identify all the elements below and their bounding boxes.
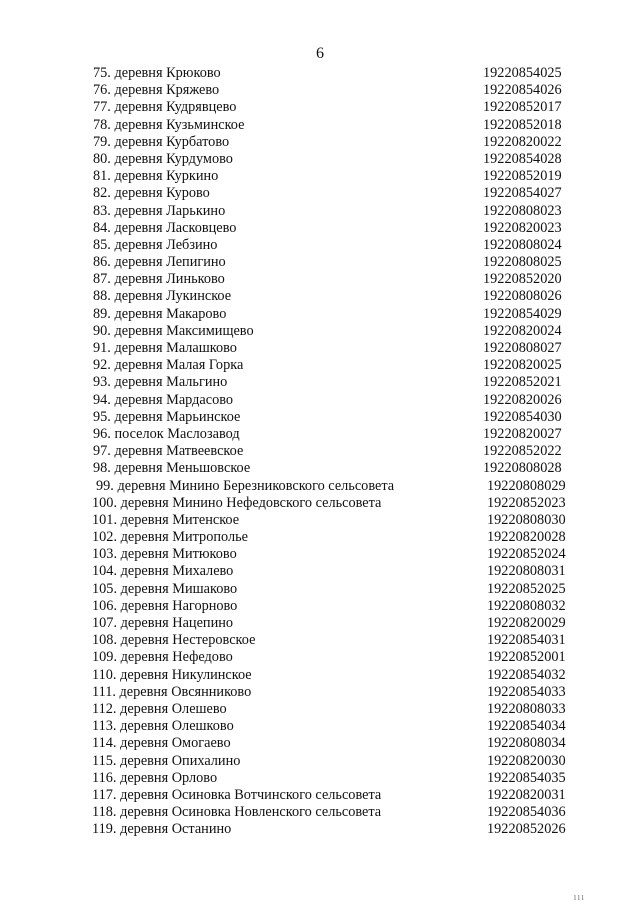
list-item	[0, 237, 640, 254]
list-item	[0, 563, 640, 580]
list-item	[0, 323, 640, 340]
oktmo-code: 19220854031	[487, 632, 566, 649]
list-item	[0, 409, 640, 426]
settlement-name: 77. деревня Кудрявцево	[93, 99, 237, 116]
settlement-list	[0, 65, 640, 838]
oktmo-code: 19220820030	[487, 752, 566, 769]
page-number: 6	[316, 45, 324, 62]
list-item	[0, 581, 640, 598]
list-item	[0, 117, 640, 134]
oktmo-code: 19220820029	[487, 615, 566, 631]
oktmo-code: 19220820025	[483, 357, 562, 374]
list-item	[0, 220, 640, 237]
oktmo-code: 19220852018	[483, 116, 562, 133]
list-item	[0, 443, 640, 460]
settlement-name: 93. деревня Мальгино	[93, 374, 228, 391]
list-item	[0, 168, 640, 185]
settlement-name: 103. деревня Митюково	[92, 546, 237, 563]
list-item	[0, 185, 640, 202]
settlement-name: 111. деревня Овсянниково	[92, 683, 252, 700]
settlement-name: 85. деревня Лебзино	[93, 236, 218, 253]
list-item	[0, 99, 640, 116]
oktmo-code: 19220808033	[487, 700, 566, 717]
list-item	[0, 495, 640, 512]
list-item	[0, 271, 640, 288]
settlement-name: 101. деревня Митенское	[92, 511, 240, 528]
oktmo-code: 19220854032	[487, 666, 566, 683]
settlement-name: 102. деревня Митрополье	[92, 529, 248, 546]
oktmo-code: 19220808034	[487, 735, 566, 752]
settlement-name: 79. деревня Курбатово	[93, 133, 230, 150]
settlement-name: 95. деревня Марьинское	[93, 408, 241, 425]
list-item	[0, 374, 640, 391]
settlement-name: 76. деревня Кряжево	[93, 82, 220, 99]
oktmo-code: 19220852017	[483, 99, 562, 116]
list-item	[0, 426, 640, 443]
list-item	[0, 718, 640, 735]
settlement-name: 97. деревня Матвеевское	[93, 443, 244, 460]
settlement-name: 87. деревня Линьково	[93, 271, 225, 288]
oktmo-code: 19220852026	[487, 821, 566, 838]
list-item	[0, 340, 640, 357]
settlement-name: 94. деревня Мардасово	[93, 391, 234, 408]
list-item	[0, 357, 640, 374]
list-item	[0, 649, 640, 666]
oktmo-code: 19220854027	[483, 185, 562, 202]
settlement-name: 81. деревня Куркино	[93, 168, 219, 185]
settlement-name: 90. деревня Максимищево	[93, 322, 254, 339]
list-item	[0, 598, 640, 615]
list-item	[0, 151, 640, 168]
oktmo-code: 19220852001	[487, 649, 566, 666]
settlement-name: 106. деревня Нагорново	[92, 597, 238, 614]
oktmo-code: 19220808031	[487, 563, 566, 580]
oktmo-code: 19220808023	[483, 202, 562, 219]
oktmo-code: 19220852019	[483, 168, 562, 185]
settlement-name: 110. деревня Никулинское	[92, 666, 252, 683]
oktmo-code: 19220854025	[483, 65, 562, 81]
settlement-name: 92. деревня Малая Горка	[93, 357, 244, 374]
settlement-name: 75. деревня Крюково	[93, 65, 221, 81]
oktmo-code: 19220808024	[483, 236, 562, 253]
list-item	[0, 701, 640, 718]
settlement-name: 104. деревня Михалево	[92, 563, 234, 580]
list-item	[0, 134, 640, 151]
list-item	[0, 684, 640, 701]
list-item	[0, 478, 640, 495]
settlement-name: 117. деревня Осиновка Вотчинского сельсовета	[92, 786, 382, 803]
oktmo-code: 19220820023	[483, 219, 562, 236]
list-item	[0, 821, 640, 838]
oktmo-code: 19220808029	[487, 477, 566, 494]
oktmo-code: 19220854026	[483, 82, 562, 99]
list-item	[0, 753, 640, 770]
list-item	[0, 615, 640, 632]
list-item	[0, 460, 640, 477]
settlement-name: 83. деревня Ларькино	[93, 202, 226, 219]
list-item	[0, 770, 640, 787]
settlement-name: 98. деревня Меньшовское	[93, 460, 251, 477]
oktmo-code: 19220852020	[483, 271, 562, 288]
list-item	[0, 254, 640, 271]
oktmo-code: 19220808026	[483, 288, 562, 305]
oktmo-code: 19220808030	[487, 511, 566, 528]
list-item	[0, 546, 640, 563]
settlement-name: 84. деревня Ласковцево	[93, 219, 237, 236]
list-item	[0, 804, 640, 821]
settlement-name: 119. деревня Останино	[92, 821, 232, 838]
oktmo-code: 19220820024	[483, 322, 562, 339]
list-item	[0, 512, 640, 529]
list-item	[0, 82, 640, 99]
oktmo-code: 19220852022	[483, 443, 562, 460]
settlement-name: 88. деревня Лукинское	[93, 288, 232, 305]
settlement-name: 115. деревня Опихалино	[92, 752, 241, 769]
settlement-name: 113. деревня Олешково	[92, 718, 234, 735]
list-item	[0, 288, 640, 305]
oktmo-code: 19220854034	[487, 718, 566, 735]
oktmo-code: 19220820031	[487, 786, 566, 803]
settlement-name: 89. деревня Макарово	[93, 305, 227, 322]
oktmo-code: 19220854033	[487, 683, 566, 700]
settlement-name: 99. деревня Минино Березниковского сельсовета	[96, 477, 395, 494]
oktmo-code: 19220820022	[483, 133, 562, 150]
oktmo-code: 19220854035	[487, 769, 566, 786]
settlement-name: 105. деревня Мишаково	[92, 580, 238, 597]
settlement-name: 109. деревня Нефедово	[92, 649, 233, 666]
settlement-name: 96. поселок Маслозавод	[93, 425, 240, 442]
oktmo-code: 19220820028	[487, 529, 566, 546]
settlement-name: 78. деревня Кузьминское	[93, 116, 245, 133]
settlement-name: 118. деревня Осиновка Новленского сельсовета	[92, 804, 382, 821]
oktmo-code: 19220854028	[483, 150, 562, 167]
footer-mark: ııı	[573, 892, 585, 903]
list-item	[0, 203, 640, 220]
oktmo-code: 19220808028	[483, 460, 562, 477]
oktmo-code: 19220820027	[483, 425, 562, 442]
oktmo-code: 19220852021	[483, 374, 562, 391]
settlement-name: 107. деревня Нацепино	[92, 615, 234, 631]
settlement-name: 112. деревня Олешево	[92, 700, 227, 717]
settlement-name: 86. деревня Лепигино	[93, 254, 226, 271]
list-item	[0, 735, 640, 752]
list-item	[0, 787, 640, 804]
oktmo-code: 19220808032	[487, 597, 566, 614]
list-item	[0, 632, 640, 649]
settlement-name: 91. деревня Малашково	[93, 340, 237, 356]
settlement-name: 100. деревня Минино Нефедовского сельсовета	[92, 494, 382, 511]
settlement-name: 80. деревня Курдумово	[93, 150, 233, 167]
oktmo-code: 19220808025	[483, 254, 562, 271]
oktmo-code: 19220808027	[483, 340, 562, 356]
list-item	[0, 667, 640, 684]
list-item	[0, 392, 640, 409]
oktmo-code: 19220852025	[487, 580, 566, 597]
oktmo-code: 19220852023	[487, 494, 566, 511]
settlement-name: 82. деревня Курово	[93, 185, 210, 202]
oktmo-code: 19220854030	[483, 408, 562, 425]
settlement-name: 108. деревня Нестеровское	[92, 632, 256, 649]
oktmo-code: 19220852024	[487, 546, 566, 563]
settlement-name: 116. деревня Орлово	[92, 769, 218, 786]
oktmo-code: 19220854029	[483, 305, 562, 322]
oktmo-code: 19220854036	[487, 804, 566, 821]
oktmo-code: 19220820026	[483, 391, 562, 408]
list-item	[0, 306, 640, 323]
list-item	[0, 529, 640, 546]
settlement-name: 114. деревня Омогаево	[92, 735, 231, 752]
list-item	[0, 65, 640, 82]
